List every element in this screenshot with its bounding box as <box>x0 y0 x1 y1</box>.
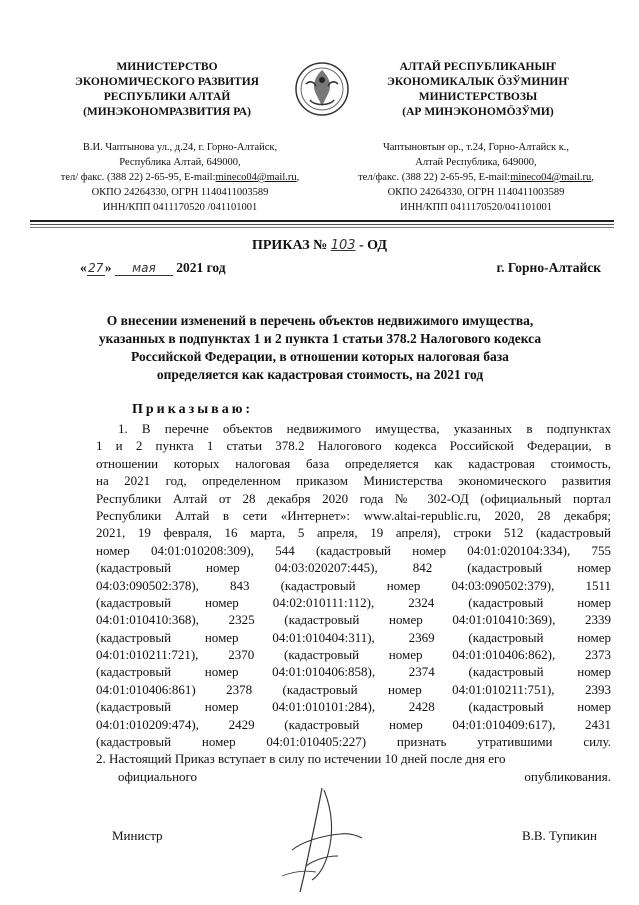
address-ru <box>30 140 330 215</box>
address-line: ИНН/КПП 0411170520/041101001 <box>400 202 552 213</box>
body-line: (кадастровый номер 04:03:020207:445), 842 (кадастровый номер <box>96 560 611 576</box>
order-subject-line: указанных в подпунктах 1 и 2 пункта 1 статьи 378.2 Налогового кодекса <box>98 331 542 346</box>
body-line: 04:01:010209:474), 2429 (кадастровый номер 04:01:010409:617), 2431 <box>96 716 611 732</box>
body-line: 04:01:010406:861) 2378 (кадастровый номер 04:01:010211:751), 2393 <box>96 681 611 697</box>
body-line: 2. Настоящий Приказ вступает в силу по истечении 10 дней после дня его <box>96 751 506 767</box>
order-body <box>96 420 611 803</box>
header-divider <box>30 224 614 225</box>
body-line: (кадастровый номер 04:01:010405:227) признать утратившими силу. <box>96 734 611 750</box>
signatory-name: В.В. Тупикин <box>521 828 597 843</box>
address-comma: , <box>591 172 594 183</box>
body-line: Республики Алтай в сети «Интернет»: www.altai-republic.ru, 2020, 28 декабря; <box>96 507 611 523</box>
body-line: 04:01:010410:368), 2325 (кадастровый номер 04:01:010410:369), 2339 <box>96 612 611 628</box>
address-alt <box>336 140 616 215</box>
signatory-position: Министр <box>112 828 163 843</box>
email-link[interactable]: mineco04@mail.ru <box>510 172 592 183</box>
body-line: 1 и 2 пункта 1 статьи 378.2 Налогового кодекса Российской Федерации, в <box>96 438 611 454</box>
body-line: Республики Алтай от 28 декабря 2020 года № 302-ОД (официальный портал <box>96 490 611 506</box>
address-comma: , <box>296 172 300 183</box>
order-prefix: ПРИКАЗ № <box>251 238 328 253</box>
body-line: 2021, 19 февраля, 16 марта, 5 апреля, 19 апреля), строки 512 (кадастровый <box>96 525 611 541</box>
body-line: номер 04:01:010208:309), 544 (кадастровый номер 04:01:020104:334), 755 <box>96 542 611 558</box>
org-name-alt-line: ЭКОНОМИКАЛЫК ÖЗЎМИНИҤ <box>387 76 569 88</box>
body-line: 04:03:090502:378), 843 (кадастровый номер 04:03:090502:379), 1511 <box>96 577 611 593</box>
org-name-alt-line: (АР МИНЭКОНОМÖЗЎМИ) <box>402 106 554 118</box>
org-name-ru <box>52 60 282 120</box>
address-line <box>30 170 330 185</box>
body-line: (кадастровый номер 04:01:010404:311), 2369 (кадастровый номер <box>96 629 611 645</box>
org-name-ru-line: (МИНЭКОНОМРАЗВИТИЯ РА) <box>83 106 251 118</box>
body-line: отношении которых налоговая база определяется как кадастровая стоимость, <box>96 455 611 471</box>
order-date <box>80 260 226 276</box>
order-subject-line: определяется как кадастровая стоимость, на 2021 год <box>156 367 484 382</box>
address-line: Алтай Республика, 649000, <box>415 157 537 168</box>
order-suffix: - ОД <box>359 238 388 253</box>
address-line: Республика Алтай, 649000, <box>119 157 241 168</box>
body-line: (кадастровый номер 04:01:010101:284), 2428 (кадастровый номер <box>96 699 611 715</box>
order-subject-line: Российской Федерации, в отношении которых налоговая база <box>131 349 509 364</box>
body-line: на 2021 год, определенном приказом Министерства экономического развития <box>96 473 611 489</box>
email-link[interactable]: mineco04@mail.ru <box>215 172 297 183</box>
date-quote: « <box>80 260 87 275</box>
order-number: 103 <box>330 238 356 253</box>
header-divider <box>30 220 614 222</box>
date-day: 27 <box>88 261 104 275</box>
address-line: ИНН/КПП 0411170520 /041101001 <box>102 202 258 213</box>
address-line: ОКПО 24264330, ОГРН 1140411003589 <box>91 187 269 198</box>
org-name-ru-line: ЭКОНОМИЧЕСКОГО РАЗВИТИЯ <box>75 76 259 88</box>
date-year: 2021 год <box>176 260 226 275</box>
address-line: ОКПО 24264330, ОГРН 1140411003589 <box>387 187 565 198</box>
org-name-alt-line: МИНИСТЕРСТВОЗЫ <box>418 91 538 103</box>
phone-fax: тел/факс. (388 22) 2-65-95, E-mail: <box>358 172 511 183</box>
body-line: (кадастровый номер 04:01:010406:858), 2374 (кадастровый номер <box>96 664 611 680</box>
address-line: В.И. Чаптынова ул., д.24, г. Горно-Алтайск, <box>82 142 278 153</box>
order-subject-line: О внесении изменений в перечень объектов недвижимого имущества, <box>106 313 534 328</box>
body-line: 1. В перечне объектов недвижимого имущества, указанных в подпунктах <box>118 421 611 436</box>
date-quote: » <box>104 260 112 275</box>
body-line: официального опубликования. <box>118 768 611 784</box>
order-subject <box>60 312 580 384</box>
address-line: Чаптыновтыҥ ор., т.24, Горно-Алтайск к., <box>382 142 570 153</box>
org-name-alt <box>358 60 598 120</box>
order-city: г. Горно-Алтайск <box>496 260 601 275</box>
republic-emblem-icon <box>294 56 350 122</box>
header-divider <box>30 227 614 228</box>
org-name-ru-line: МИНИСТЕРСТВО <box>116 61 218 73</box>
phone-fax: тел/ факс. (388 22) 2-65-95, E-mail: <box>60 172 216 183</box>
body-line: 04:01:010211:721), 2370 (кадастровый номер 04:01:010406:862), 2373 <box>96 647 611 663</box>
org-name-alt-line: АЛТАЙ РЕСПУБЛИКАНЫҤ <box>399 61 557 73</box>
handwritten-signature-icon <box>262 780 372 898</box>
address-line <box>336 170 616 185</box>
org-name-ru-line: РЕСПУБЛИКИ АЛТАЙ <box>103 91 231 103</box>
decree-word: Приказываю: <box>132 402 254 417</box>
order-title <box>0 238 639 254</box>
body-line: (кадастровый номер 04:02:010111:112), 2324 (кадастровый номер <box>96 594 611 610</box>
date-month: мая <box>115 261 173 276</box>
